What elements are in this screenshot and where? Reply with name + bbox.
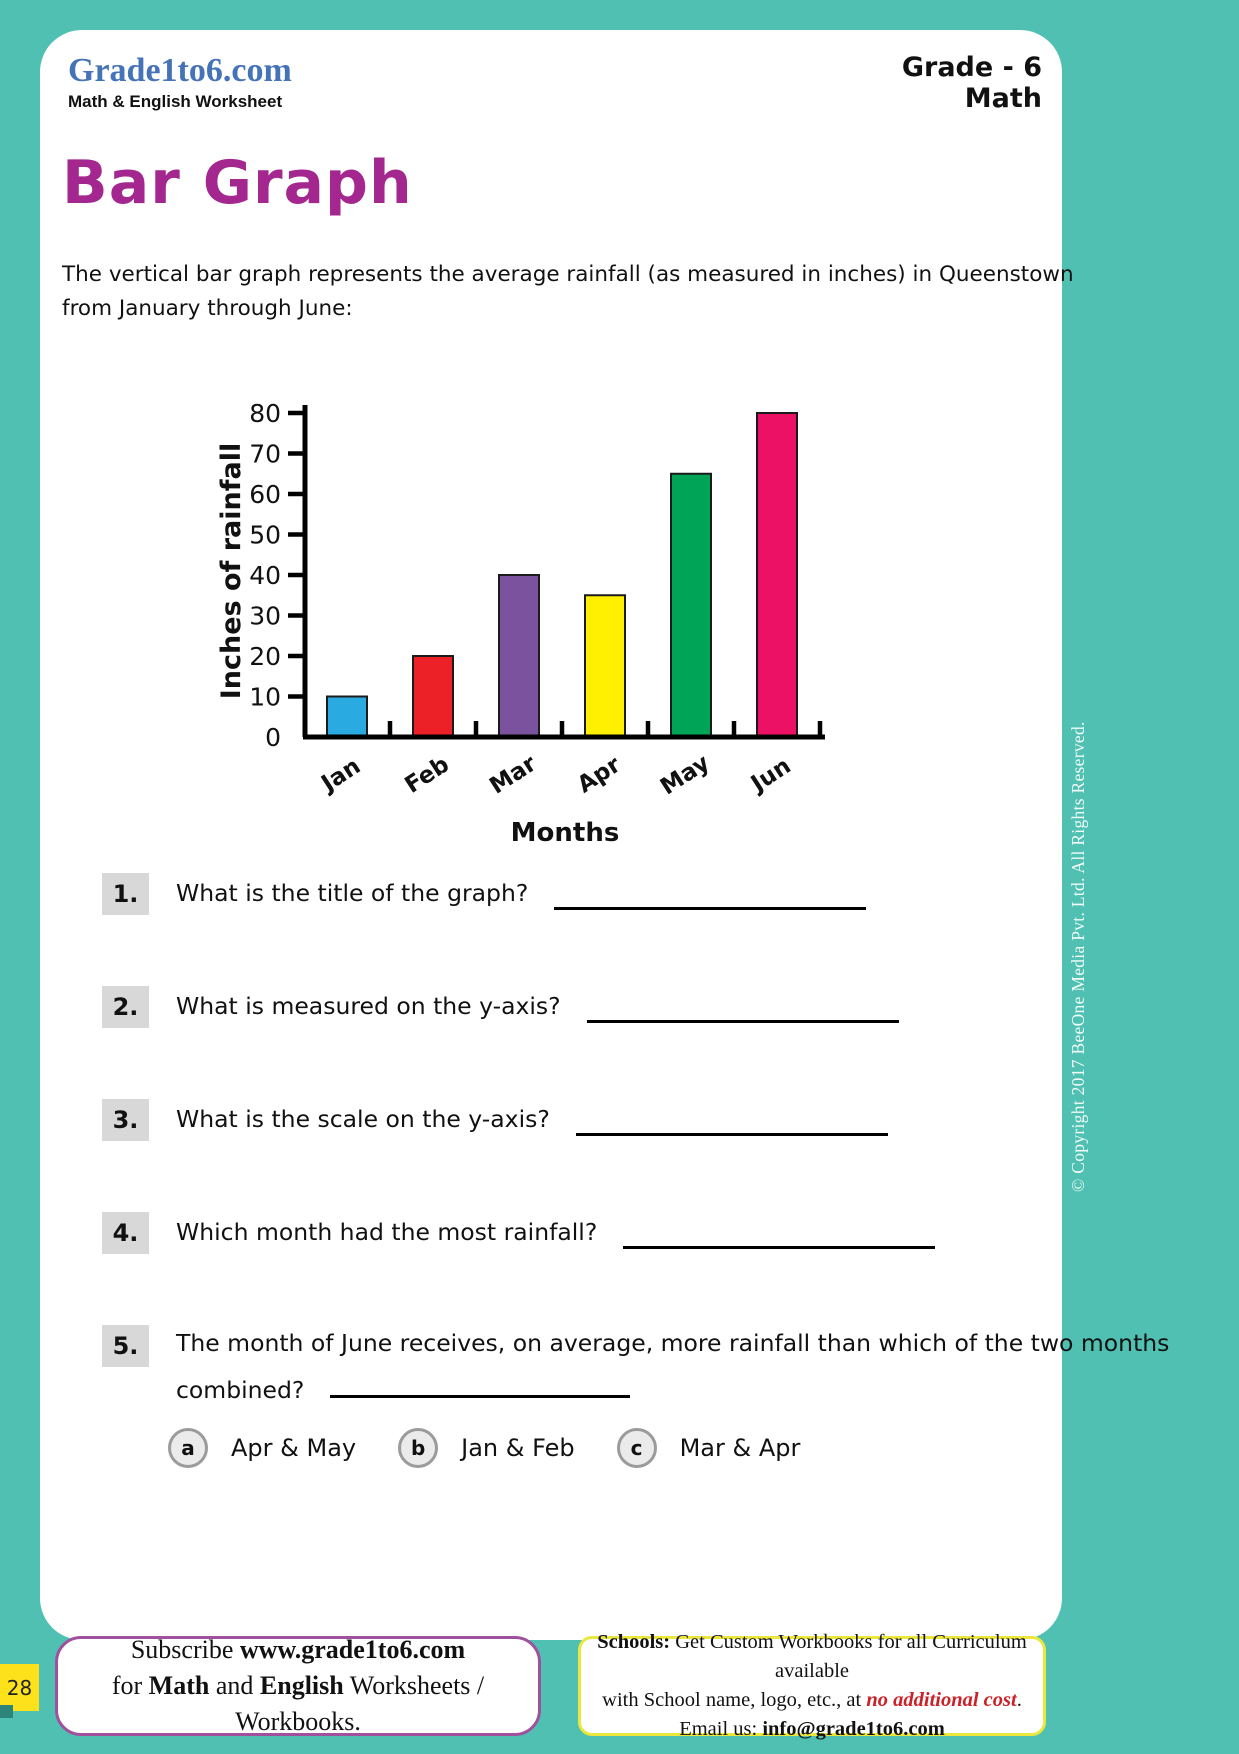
answer-blank <box>576 1099 888 1136</box>
option-c-bubble[interactable]: c <box>617 1428 657 1468</box>
subscribe-line2: for Math and English Worksheets / Workbooks. <box>111 1671 485 1736</box>
option-a-label: Apr & May <box>231 1434 357 1462</box>
question-number: 5. <box>102 1325 149 1367</box>
y-tick-label: 70 <box>249 439 281 469</box>
grade-line2: Math <box>964 83 1042 114</box>
intro-text <box>62 258 1074 326</box>
corner-accent <box>0 1705 13 1718</box>
schools-line3: Email us: info@grade1to6.com <box>679 1718 945 1740</box>
question-row-4 <box>102 1212 1082 1254</box>
intro-line1: The vertical bar graph represents the average rainfall (as measured in inches) in Queenstown <box>62 262 1074 287</box>
bar-apr <box>585 595 625 737</box>
answer-blank <box>554 873 866 910</box>
x-category-label: May <box>656 749 715 801</box>
y-axis-label: Inches of rainfall <box>216 442 247 700</box>
question-number: 2. <box>102 986 149 1028</box>
question-text: What is the scale on the y-axis? <box>176 1105 550 1133</box>
bar-feb <box>413 656 453 737</box>
question-row-5 <box>102 1325 1170 1408</box>
y-tick-label: 40 <box>249 561 281 590</box>
subscribe-box <box>55 1636 541 1736</box>
bar-may <box>671 474 711 737</box>
x-category-label: Jun <box>746 752 796 798</box>
subscribe-site-link: www.grade1to6.com <box>239 1635 466 1664</box>
question-text: What is measured on the y-axis? <box>176 992 561 1020</box>
page-number-badge: 28 <box>0 1664 39 1711</box>
y-tick-label: 50 <box>249 520 281 550</box>
options-row <box>168 1428 842 1468</box>
subscribe-text: Subscribe <box>130 1635 240 1664</box>
question-row-3 <box>102 1099 1082 1141</box>
question-text: What is the title of the graph? <box>176 879 529 907</box>
schools-line1: Schools: Get Custom Workbooks for all Curriculum available <box>597 1631 1027 1682</box>
x-category-label: Jan <box>317 753 366 798</box>
bar-jun <box>757 413 797 737</box>
y-tick-label: 80 <box>249 399 281 428</box>
answer-blank <box>623 1212 935 1249</box>
option-a-bubble[interactable]: a <box>168 1428 208 1468</box>
no-additional-cost-highlight: no additional cost <box>866 1689 1017 1711</box>
question-number: 4. <box>102 1212 149 1254</box>
subscribe-line1 <box>58 1632 538 1668</box>
x-category-label: Mar <box>485 750 542 800</box>
option-b-bubble[interactable]: b <box>398 1428 438 1468</box>
logo-title: Grade1to6.com <box>68 52 292 89</box>
option-b <box>398 1428 574 1468</box>
option-b-label: Jan & Feb <box>461 1434 575 1462</box>
question-row-2 <box>102 986 1082 1028</box>
x-category-label: Apr <box>572 751 626 799</box>
question-row-1 <box>102 873 1082 915</box>
grade-line1: Grade - 6 <box>901 52 1042 83</box>
question-number: 1. <box>102 873 149 915</box>
x-axis-label: Months <box>510 818 620 848</box>
question-text <box>176 1325 1169 1408</box>
question-text-line1: The month of June receives, on average, more rainfall than which of the two months <box>176 1329 1170 1357</box>
logo <box>68 52 292 114</box>
question-number: 3. <box>102 1099 149 1141</box>
option-a <box>168 1428 356 1468</box>
header <box>68 52 1042 114</box>
bar-chart <box>170 385 850 853</box>
question-text: Which month had the most rainfall? <box>176 1218 598 1246</box>
option-c <box>617 1428 801 1468</box>
copyright-text: © Copyright 2017 BeeOne Media Pvt. Ltd. All Rights Reserved. <box>1068 721 1088 1192</box>
bar-jan <box>327 697 367 738</box>
y-tick-label: 30 <box>249 601 281 631</box>
email-link: info@grade1to6.com <box>762 1718 945 1740</box>
option-c-label: Mar & Apr <box>679 1434 801 1462</box>
y-tick-label: 60 <box>249 480 281 509</box>
y-tick-label: 0 <box>265 723 281 752</box>
y-tick-label: 10 <box>249 682 281 712</box>
answer-blank <box>330 1361 630 1398</box>
logo-subtitle: Math & English Worksheet <box>68 92 283 111</box>
question-text-combined: combined? <box>176 1376 305 1404</box>
page-title: Bar Graph <box>62 148 413 218</box>
grade-label <box>902 52 1042 114</box>
schools-line2: with School name, logo, etc., at no additional cost. <box>602 1689 1022 1711</box>
intro-line2: from January through June: <box>62 296 353 321</box>
x-category-label: Feb <box>400 751 454 799</box>
answer-blank <box>587 986 899 1023</box>
y-tick-label: 20 <box>249 642 281 671</box>
schools-box <box>578 1631 1046 1740</box>
bar-mar <box>499 575 539 737</box>
question-text-line2 <box>176 1361 1169 1408</box>
